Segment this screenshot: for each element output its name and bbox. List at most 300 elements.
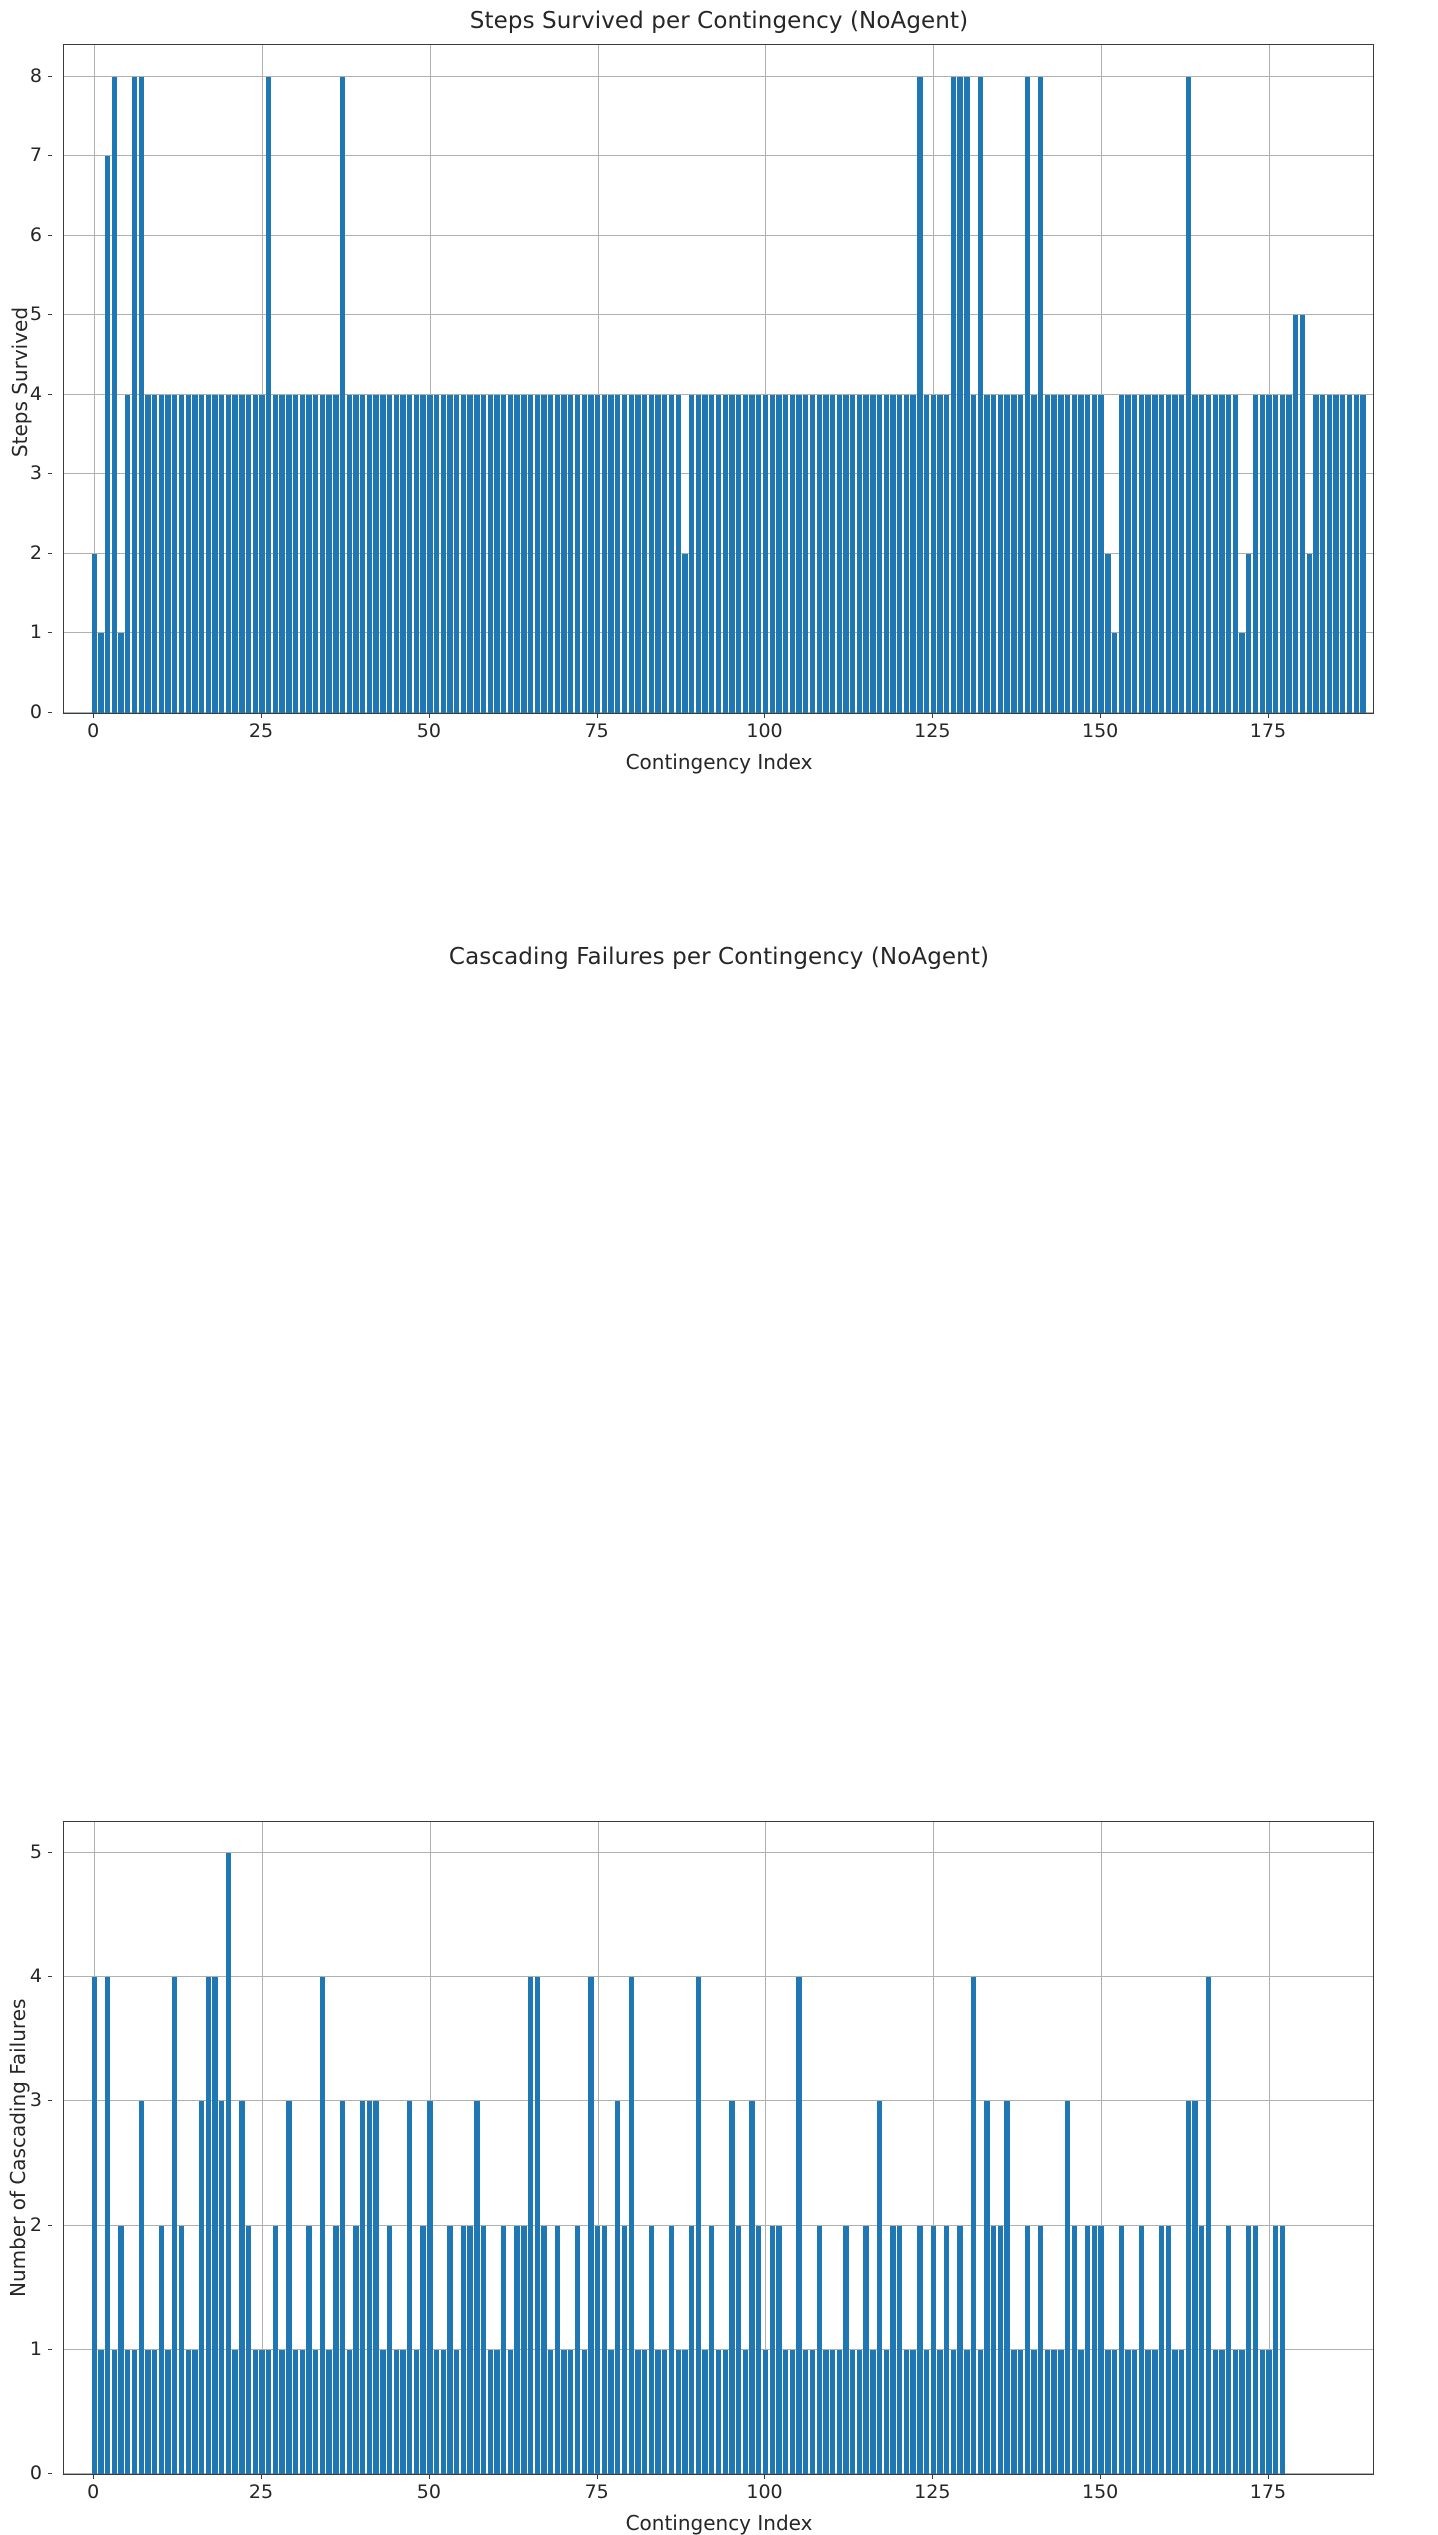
bar bbox=[118, 633, 123, 713]
bar bbox=[555, 395, 560, 713]
gridline-horizontal bbox=[64, 235, 1373, 236]
bar bbox=[723, 2350, 728, 2474]
bar bbox=[300, 2350, 305, 2474]
x-tick-label: 175 bbox=[1249, 720, 1287, 742]
bar bbox=[743, 395, 748, 713]
bar bbox=[226, 395, 231, 713]
bar bbox=[1018, 395, 1023, 713]
bar bbox=[870, 2350, 875, 2474]
bar bbox=[481, 2226, 486, 2474]
bar bbox=[803, 2350, 808, 2474]
bar bbox=[689, 395, 694, 713]
bar bbox=[326, 2350, 331, 2474]
bar bbox=[991, 395, 996, 713]
bar bbox=[1260, 2350, 1265, 2474]
bar bbox=[360, 395, 365, 713]
bar bbox=[186, 2350, 191, 2474]
bar bbox=[219, 2101, 224, 2474]
bar bbox=[407, 2101, 412, 2474]
bar bbox=[642, 395, 647, 713]
x-tick-mark bbox=[764, 2475, 765, 2479]
bar bbox=[1293, 315, 1298, 713]
x-tick-label: 50 bbox=[416, 2481, 441, 2503]
bar bbox=[1219, 395, 1224, 713]
bar bbox=[535, 395, 540, 713]
bar bbox=[353, 2226, 358, 2474]
bar bbox=[125, 2350, 130, 2474]
bar bbox=[957, 77, 962, 713]
y-tick-label: 0 bbox=[29, 701, 42, 723]
y-tick-mark bbox=[48, 2100, 52, 2101]
bar bbox=[588, 395, 593, 713]
bar bbox=[360, 2101, 365, 2474]
bar bbox=[1206, 395, 1211, 713]
bar bbox=[642, 2350, 647, 2474]
bar bbox=[1166, 2226, 1171, 2474]
bar bbox=[232, 2350, 237, 2474]
bar bbox=[662, 395, 667, 713]
bar bbox=[353, 395, 358, 713]
bar bbox=[984, 395, 989, 713]
y-tick-label: 0 bbox=[29, 2462, 42, 2484]
bar bbox=[467, 2226, 472, 2474]
bar bbox=[608, 395, 613, 713]
y-tick-mark bbox=[48, 712, 52, 713]
bar bbox=[756, 395, 761, 713]
bar bbox=[1233, 2350, 1238, 2474]
bar bbox=[548, 2350, 553, 2474]
bar bbox=[568, 395, 573, 713]
bar bbox=[1166, 395, 1171, 713]
bar bbox=[998, 395, 1003, 713]
x-tick-mark bbox=[261, 2475, 262, 2479]
bar bbox=[1004, 395, 1009, 713]
bar bbox=[548, 395, 553, 713]
bar bbox=[414, 395, 419, 713]
bar bbox=[1092, 2226, 1097, 2474]
y-tick-label: 5 bbox=[29, 303, 42, 326]
bar bbox=[937, 395, 942, 713]
bar bbox=[1038, 77, 1043, 713]
bar bbox=[897, 395, 902, 713]
bar bbox=[1051, 395, 1056, 713]
bar bbox=[179, 395, 184, 713]
bar bbox=[669, 395, 674, 713]
bar bbox=[434, 2350, 439, 2474]
bar bbox=[1078, 2350, 1083, 2474]
bar bbox=[266, 2350, 271, 2474]
y-tick-mark bbox=[48, 2349, 52, 2350]
gridline-horizontal bbox=[64, 1976, 1373, 1977]
x-tick-mark bbox=[93, 714, 94, 718]
bar bbox=[152, 395, 157, 713]
bar bbox=[293, 2350, 298, 2474]
gridline-horizontal bbox=[64, 2225, 1373, 2226]
bar bbox=[199, 2101, 204, 2474]
bar bbox=[159, 2226, 164, 2474]
x-tick-mark bbox=[261, 714, 262, 718]
bar bbox=[843, 2226, 848, 2474]
bar bbox=[729, 395, 734, 713]
bar bbox=[320, 395, 325, 713]
x-tick-label: 125 bbox=[914, 720, 951, 742]
x-tick-mark bbox=[932, 714, 933, 718]
y-tick-mark bbox=[48, 473, 52, 474]
y-tick-label: 3 bbox=[29, 2089, 42, 2112]
bar bbox=[1179, 395, 1184, 713]
bar bbox=[1246, 2226, 1251, 2474]
bar bbox=[259, 395, 264, 713]
bar bbox=[306, 395, 311, 713]
bar bbox=[682, 2350, 687, 2474]
bar bbox=[1199, 2226, 1204, 2474]
bar bbox=[917, 77, 922, 713]
bar bbox=[407, 395, 412, 713]
bar bbox=[373, 2101, 378, 2474]
bar bbox=[890, 2226, 895, 2474]
bar bbox=[1152, 2350, 1157, 2474]
bar bbox=[702, 2350, 707, 2474]
bar bbox=[944, 395, 949, 713]
bar bbox=[394, 2350, 399, 2474]
bar bbox=[676, 2350, 681, 2474]
bar bbox=[783, 395, 788, 713]
bar bbox=[629, 1977, 634, 2474]
bar bbox=[253, 2350, 258, 2474]
x-tick-mark bbox=[764, 714, 765, 718]
bar bbox=[910, 395, 915, 713]
bar bbox=[1354, 395, 1359, 713]
y-tick-label: 2 bbox=[29, 541, 42, 564]
bar bbox=[776, 395, 781, 713]
bar bbox=[1213, 2350, 1218, 2474]
bar bbox=[219, 395, 224, 713]
bar bbox=[313, 2350, 318, 2474]
bar bbox=[1072, 2226, 1077, 2474]
x-tick-mark bbox=[93, 2475, 94, 2479]
bar bbox=[790, 2350, 795, 2474]
bar bbox=[333, 2226, 338, 2474]
y-tick-mark bbox=[48, 553, 52, 554]
bar bbox=[863, 395, 868, 713]
bar bbox=[1280, 395, 1285, 713]
bar bbox=[132, 77, 137, 713]
bar bbox=[756, 2226, 761, 2474]
bar bbox=[508, 395, 513, 713]
bar bbox=[179, 2226, 184, 2474]
y-tick-mark bbox=[48, 1976, 52, 1977]
bar bbox=[1065, 2101, 1070, 2474]
bar bbox=[400, 395, 405, 713]
bar bbox=[1186, 77, 1191, 713]
bar bbox=[1159, 2226, 1164, 2474]
bar bbox=[380, 395, 385, 713]
bar bbox=[92, 554, 97, 713]
bar bbox=[514, 395, 519, 713]
bar bbox=[467, 395, 472, 713]
bar bbox=[924, 395, 929, 713]
bar bbox=[1192, 395, 1197, 713]
bar bbox=[843, 395, 848, 713]
bar bbox=[749, 2101, 754, 2474]
plot-area-cascading-failures bbox=[63, 1821, 1374, 2475]
bar bbox=[98, 2350, 103, 2474]
bar bbox=[1112, 2350, 1117, 2474]
bar bbox=[461, 2226, 466, 2474]
bar bbox=[347, 2350, 352, 2474]
y-tick-label: 8 bbox=[29, 64, 42, 87]
bar bbox=[112, 77, 117, 713]
bar bbox=[300, 395, 305, 713]
bar bbox=[447, 395, 452, 713]
bar bbox=[1011, 2350, 1016, 2474]
bar bbox=[1233, 395, 1238, 713]
bar bbox=[1340, 395, 1345, 713]
bar bbox=[1105, 554, 1110, 713]
bar bbox=[1253, 2226, 1258, 2474]
bar bbox=[340, 77, 345, 713]
bar bbox=[702, 395, 707, 713]
bar bbox=[723, 395, 728, 713]
bar bbox=[951, 2350, 956, 2474]
bar bbox=[810, 2350, 815, 2474]
bar bbox=[588, 1977, 593, 2474]
bar bbox=[696, 395, 701, 713]
bar bbox=[870, 395, 875, 713]
bar bbox=[1139, 395, 1144, 713]
bar bbox=[649, 2226, 654, 2474]
bar bbox=[488, 2350, 493, 2474]
bar bbox=[226, 1853, 231, 2474]
chart-title: Cascading Failures per Contingency (NoAgent) bbox=[448, 944, 990, 970]
bar bbox=[1098, 2226, 1103, 2474]
bar bbox=[427, 395, 432, 713]
bar bbox=[259, 2350, 264, 2474]
bar bbox=[434, 395, 439, 713]
bar bbox=[937, 2350, 942, 2474]
bar bbox=[964, 77, 969, 713]
bar bbox=[1286, 395, 1291, 713]
bar bbox=[1031, 395, 1036, 713]
x-tick-label: 100 bbox=[746, 720, 783, 742]
bar bbox=[830, 395, 835, 713]
bar bbox=[622, 395, 627, 713]
x-tick-mark bbox=[1100, 2475, 1101, 2479]
bar bbox=[373, 395, 378, 713]
bar bbox=[676, 395, 681, 713]
y-tick-label: 5 bbox=[29, 1841, 42, 1864]
bar bbox=[1031, 2350, 1036, 2474]
bar bbox=[1273, 395, 1278, 713]
x-axis-label: Contingency Index bbox=[625, 2511, 813, 2535]
bar bbox=[662, 2350, 667, 2474]
bar bbox=[1327, 395, 1332, 713]
bar bbox=[749, 395, 754, 713]
bar bbox=[582, 2350, 587, 2474]
bar bbox=[326, 395, 331, 713]
bar bbox=[427, 2101, 432, 2474]
bar bbox=[145, 395, 150, 713]
y-tick-mark bbox=[48, 155, 52, 156]
bar bbox=[971, 395, 976, 713]
bar bbox=[575, 395, 580, 713]
bar bbox=[508, 2350, 513, 2474]
bar bbox=[367, 2101, 372, 2474]
x-tick-label: 175 bbox=[1249, 2481, 1287, 2503]
bar bbox=[172, 395, 177, 713]
bar bbox=[253, 395, 258, 713]
bar bbox=[763, 2350, 768, 2474]
bar bbox=[286, 395, 291, 713]
bar bbox=[1051, 2350, 1056, 2474]
bar bbox=[313, 395, 318, 713]
y-tick-label: 6 bbox=[29, 223, 42, 246]
bar bbox=[535, 1977, 540, 2474]
bar bbox=[1179, 2350, 1184, 2474]
bar bbox=[904, 2350, 909, 2474]
bar bbox=[279, 395, 284, 713]
gridline-horizontal bbox=[64, 1852, 1373, 1853]
bar bbox=[776, 2226, 781, 2474]
bar bbox=[998, 2226, 1003, 2474]
bar bbox=[1219, 2350, 1224, 2474]
bar bbox=[1273, 2226, 1278, 2474]
y-tick-mark bbox=[48, 235, 52, 236]
bar bbox=[1045, 395, 1050, 713]
bar bbox=[561, 2350, 566, 2474]
bar bbox=[1246, 554, 1251, 713]
y-tick-mark bbox=[48, 1852, 52, 1853]
bar bbox=[669, 2226, 674, 2474]
bar bbox=[1266, 395, 1271, 713]
bar bbox=[991, 2226, 996, 2474]
bar bbox=[186, 395, 191, 713]
bar bbox=[595, 395, 600, 713]
bar bbox=[1058, 2350, 1063, 2474]
bar bbox=[951, 77, 956, 713]
bar bbox=[602, 2226, 607, 2474]
x-tick-mark bbox=[1268, 714, 1269, 718]
bar bbox=[649, 395, 654, 713]
x-tick-label: 75 bbox=[584, 720, 609, 742]
bar bbox=[380, 2350, 385, 2474]
bar bbox=[810, 395, 815, 713]
bar bbox=[461, 395, 466, 713]
bar bbox=[978, 77, 983, 713]
bar bbox=[139, 2101, 144, 2474]
bar bbox=[387, 2226, 392, 2474]
bar bbox=[206, 1977, 211, 2474]
bar bbox=[1085, 395, 1090, 713]
bar bbox=[347, 395, 352, 713]
bar bbox=[931, 2226, 936, 2474]
bar bbox=[823, 395, 828, 713]
bar bbox=[716, 395, 721, 713]
bar bbox=[394, 395, 399, 713]
bar bbox=[615, 2101, 620, 2474]
bar bbox=[837, 2350, 842, 2474]
bar bbox=[541, 2226, 546, 2474]
y-tick-label: 1 bbox=[29, 2337, 42, 2360]
bar bbox=[850, 2350, 855, 2474]
bar bbox=[595, 2226, 600, 2474]
bar bbox=[494, 2350, 499, 2474]
bar bbox=[608, 2350, 613, 2474]
bar bbox=[273, 395, 278, 713]
bar bbox=[447, 2226, 452, 2474]
bar bbox=[132, 2350, 137, 2474]
gridline-horizontal bbox=[64, 2100, 1373, 2101]
bar bbox=[689, 2226, 694, 2474]
bar bbox=[474, 2101, 479, 2474]
bar bbox=[635, 395, 640, 713]
bar bbox=[863, 2226, 868, 2474]
bar bbox=[1011, 395, 1016, 713]
bar bbox=[850, 395, 855, 713]
bar bbox=[568, 2350, 573, 2474]
bar bbox=[796, 395, 801, 713]
bar bbox=[803, 395, 808, 713]
bar bbox=[1152, 395, 1157, 713]
bar bbox=[1058, 395, 1063, 713]
bar bbox=[1045, 2350, 1050, 2474]
x-tick-label: 150 bbox=[1081, 720, 1119, 742]
bar bbox=[823, 2350, 828, 2474]
bar bbox=[1132, 395, 1137, 713]
y-tick-mark bbox=[48, 314, 52, 315]
bar bbox=[1105, 2350, 1110, 2474]
bar bbox=[736, 395, 741, 713]
bar bbox=[857, 2350, 862, 2474]
bar bbox=[924, 2350, 929, 2474]
bar bbox=[441, 395, 446, 713]
bar bbox=[293, 395, 298, 713]
bar bbox=[763, 395, 768, 713]
bar bbox=[770, 395, 775, 713]
bar bbox=[1018, 2350, 1023, 2474]
bar bbox=[1280, 2226, 1285, 2474]
bar bbox=[817, 395, 822, 713]
bar bbox=[239, 395, 244, 713]
bar bbox=[629, 395, 634, 713]
x-tick-mark bbox=[1268, 2475, 1269, 2479]
bar bbox=[333, 395, 338, 713]
bar bbox=[1307, 554, 1312, 713]
bar bbox=[561, 395, 566, 713]
bar bbox=[494, 395, 499, 713]
bar bbox=[1313, 395, 1318, 713]
bar bbox=[1145, 395, 1150, 713]
bar bbox=[212, 1977, 217, 2474]
bar bbox=[971, 1977, 976, 2474]
y-tick-label: 4 bbox=[29, 382, 42, 405]
bar bbox=[1145, 2350, 1150, 2474]
bar bbox=[474, 395, 479, 713]
bar bbox=[830, 2350, 835, 2474]
bar bbox=[105, 156, 110, 713]
x-tick-label: 25 bbox=[248, 2481, 274, 2503]
chart-block-steps-survived bbox=[0, 0, 1438, 937]
bar bbox=[582, 395, 587, 713]
bar bbox=[112, 2350, 117, 2474]
bar bbox=[1360, 395, 1365, 713]
x-axis-label: Contingency Index bbox=[625, 750, 813, 774]
bar bbox=[192, 395, 197, 713]
bar bbox=[884, 395, 889, 713]
bar bbox=[159, 395, 164, 713]
bar bbox=[1239, 633, 1244, 713]
bar bbox=[514, 2226, 519, 2474]
